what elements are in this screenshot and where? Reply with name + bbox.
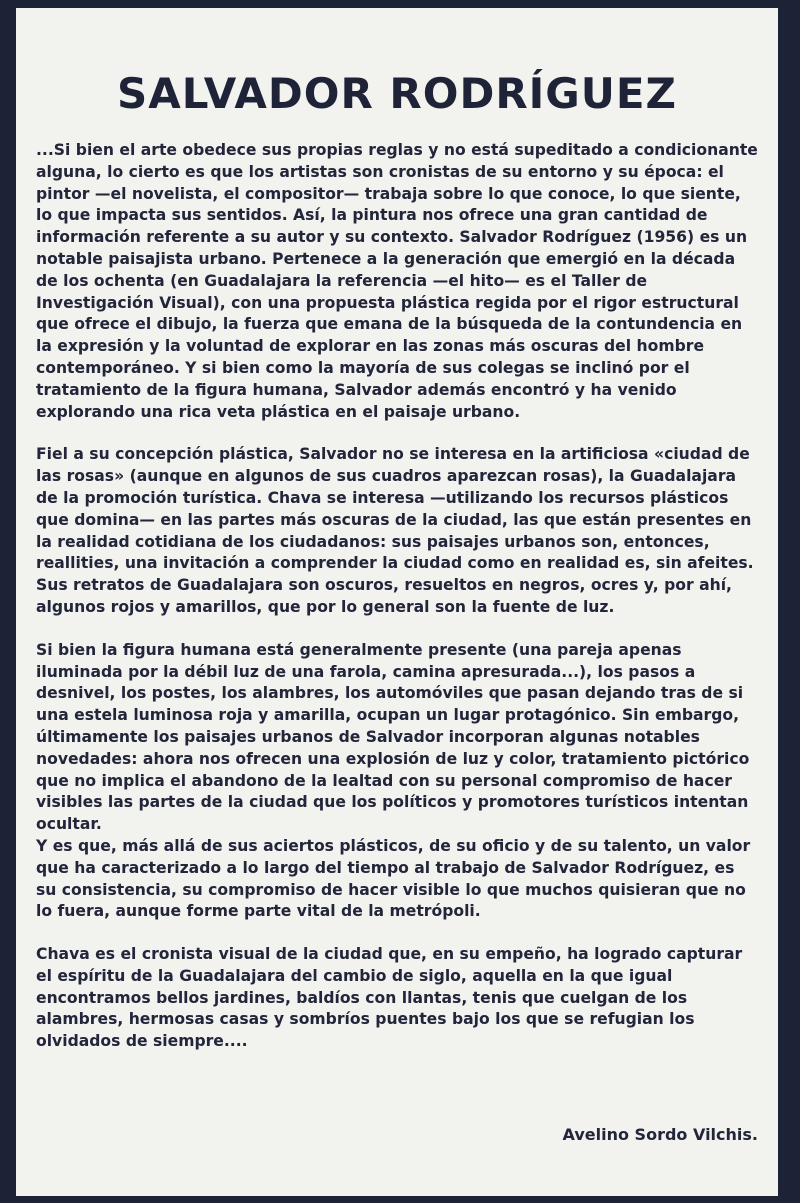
article-body — [36, 140, 758, 1053]
paragraph-1: ...Si bien el arte obedece sus propias reglas y no está supeditado a condicionante alguna, lo cierto es que los artistas son cronistas de su entorno y su época: el pintor —el novelista, el compositor— trabaja sobre lo que conoce, lo que siente, lo que impacta sus sentidos. Así, la pintura nos ofrece una gran cantidad de información referente a su autor y su contexto. Salvador Rodríguez (1956) es un notable paisajista urbano. Pertenece a la generación que emergió en la década de los ochenta (en Guadalajara la referencia —el hito— es el Taller de Investigación Visual), con una propuesta plástica regida por el rigor estructural que ofrece el dibujo, la fuerza que emana de la búsqueda de la contundencia en la expresión y la voluntad de explorar en las zonas más oscuras del hombre contemporáneo. Y si bien como la mayoría de sus colegas se inclinó por el tratamiento de la figura humana, Salvador además encontró y ha venido explorando una rica veta plástica en el paisaje urbano. — [36, 141, 758, 421]
paragraph-3: Si bien la figura humana está generalmente presente (una pareja apenas iluminada por la débil luz de una farola, camina apresurada...), los pasos a desnivel, los postes, los alambres, los automóviles que pasan dejando tras de si una estela luminosa roja y amarilla, ocupan un lugar protagónico. Sin embargo, últimamente los paisajes urbanos de Salvador incorporan algunas notables novedades: ahora nos ofrecen una explosión de luz y color, tratamiento pictórico que no implica el abandono de la lealtad con su personal compromiso de hacer visibles las partes de la ciudad que los políticos y promotores turísticos intentan ocultar. — [36, 640, 750, 834]
author-signature: Avelino Sordo Vilchis. — [562, 1125, 758, 1144]
paragraph-4: Y es que, más allá de sus aciertos plásticos, de su oficio y de su talento, un valor que ha caracterizado a lo largo del tiempo al trabajo de Salvador Rodríguez, es su consistencia, su compromiso de hacer visible lo que muchos quisieran que no lo fuera, aunque forme parte vital de la metrópoli. — [36, 836, 751, 921]
paragraph-5: Chava es el cronista visual de la ciudad que, en su empeño, ha logrado capturar el espíritu de la Guadalajara del cambio de siglo, aquella en la que igual encontramos bellos jardines, baldíos con llantas, tenis que cuelgan de los alambres, hermosas casas y sombríos puentes bajo los que se refugian los olvidados de siempre.... — [36, 945, 743, 1051]
paragraph-2: Fiel a su concepción plástica, Salvador no se interesa en la artificiosa «ciudad de las rosas» (aunque en algunos de sus cuadros aparezcan rosas), la Guadalajara de la promoción turística. Chava se interesa —utilizando los recursos plásticos que domina— en las partes más oscuras de la ciudad, las que están presentes en la realidad cotidiana de los ciudadanos: sus paisajes urbanos son, entonces, reallities, una invitación a comprender la ciudad como en realidad es, sin afeites. Sus retratos de Guadalajara son oscuros, resueltos en negros, ocres y, por ahí, algunos rojos y amarillos, que por lo general son la fuente de luz. — [36, 445, 754, 616]
text-panel — [16, 8, 778, 1196]
page-title: SALVADOR RODRÍGUEZ — [116, 69, 678, 118]
